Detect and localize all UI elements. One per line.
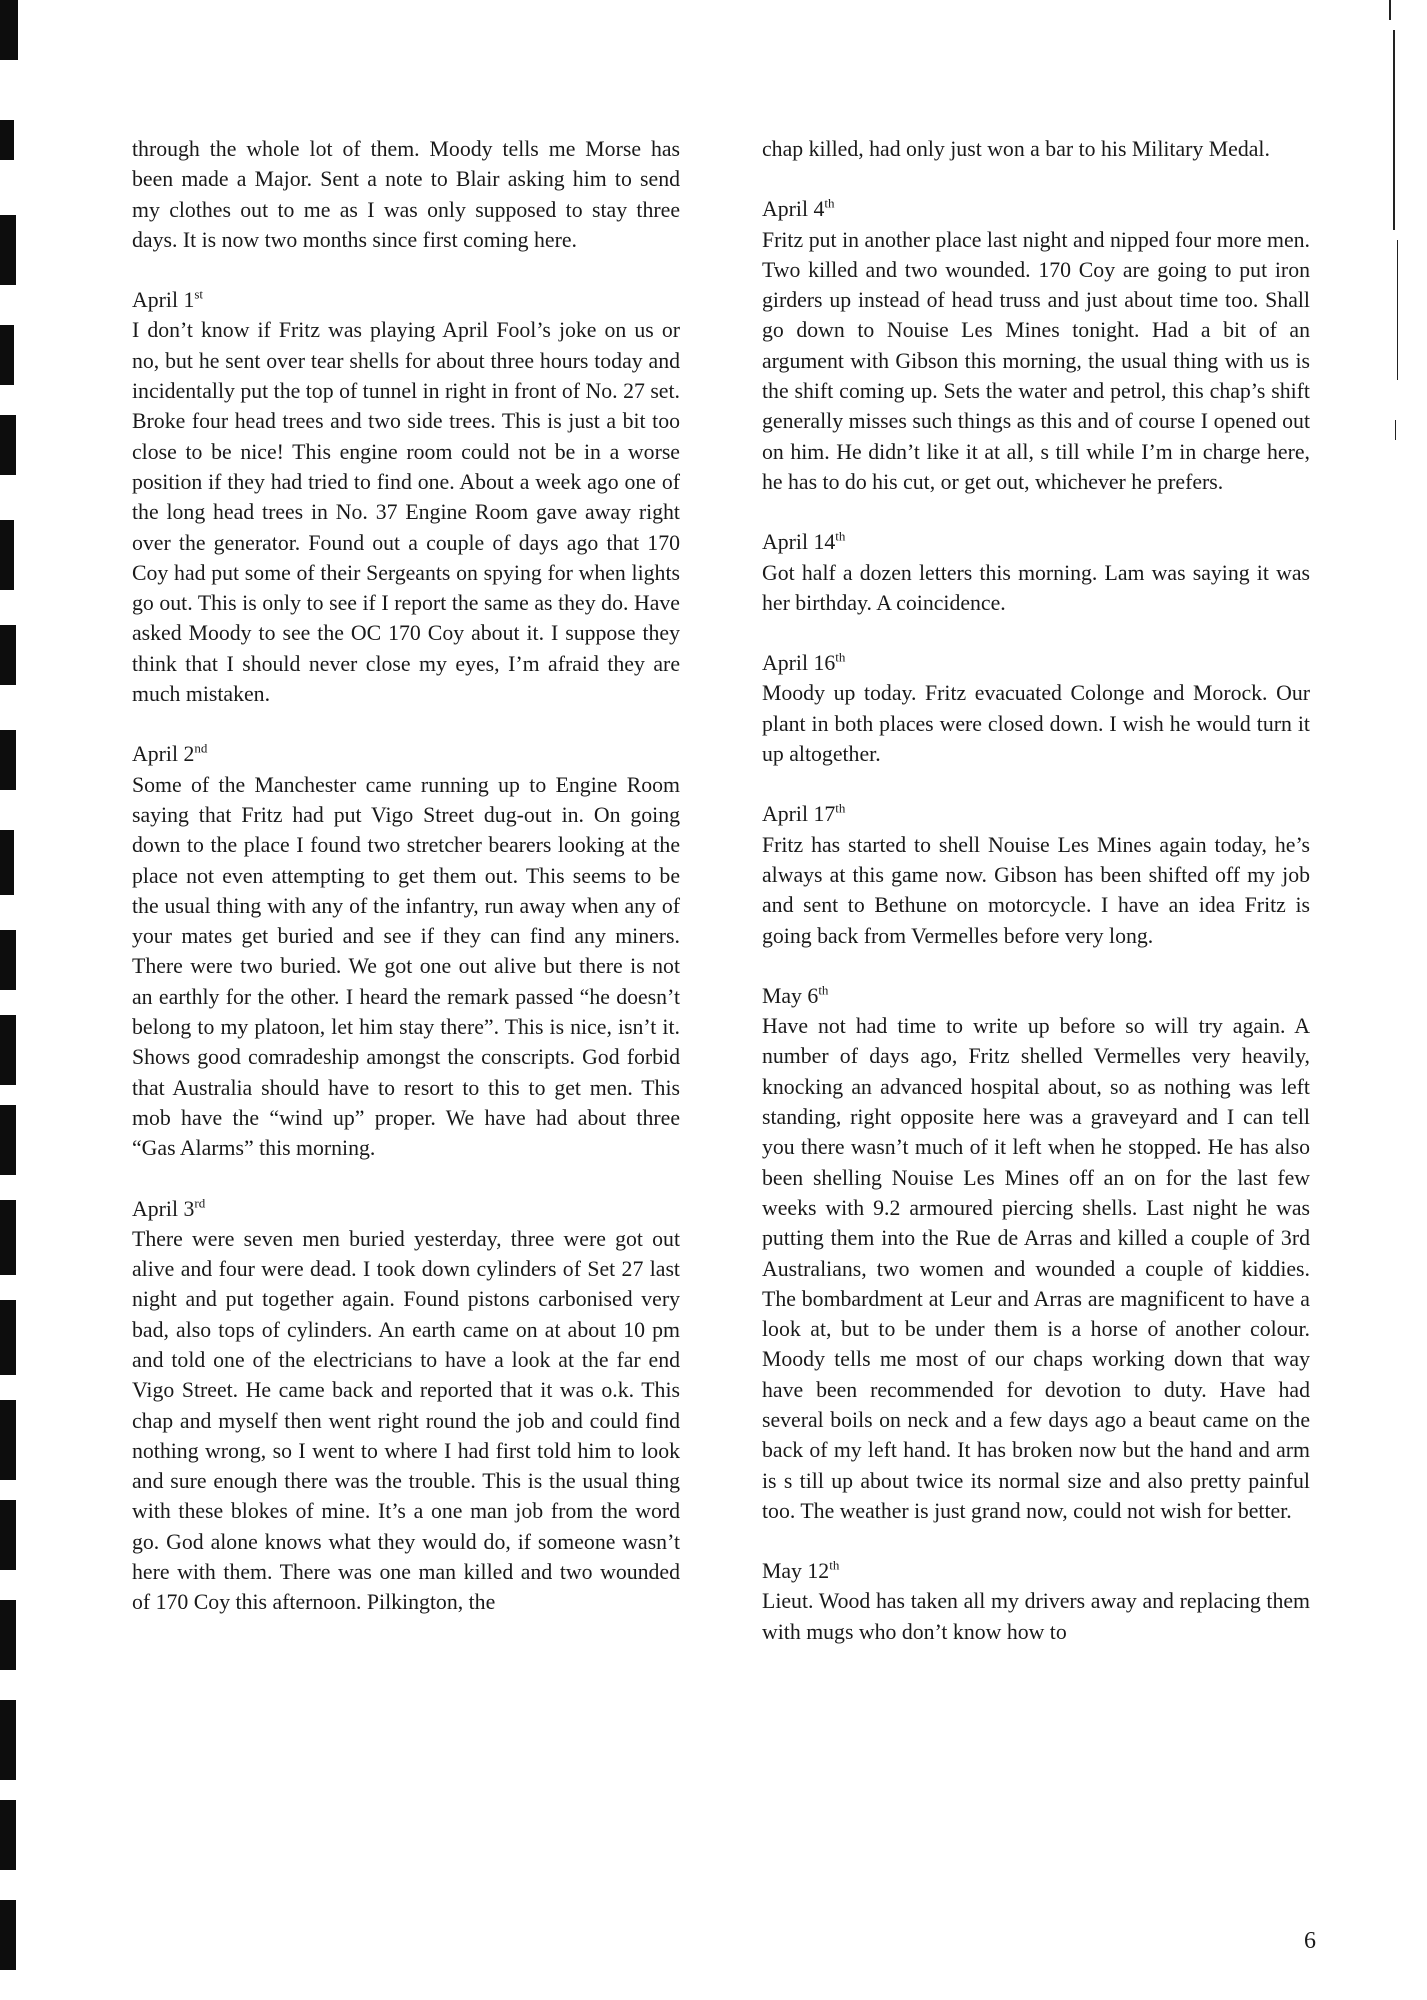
entry-text: Lieut. Wood has taken all my drivers away and replacing them with mugs who don’t know how to <box>762 1589 1310 1644</box>
scan-right-margin-marks <box>1387 0 1427 2000</box>
entry-date: May 12th <box>762 1557 840 1584</box>
entry-date: April 3rd <box>132 1195 206 1221</box>
entry-date: May 6th <box>762 982 829 1008</box>
entry-text: Have not had time to write up before so will try again. A number of days ago, Fritz shelled Vermelles very heavily, knocking an advanced hospital about, so as nothing was left standing, right opposite here was a graveyard and I can tell you there wasn’t much of it left when he stopped. He has also been shelling Nouise Les Mines off an on for the last few weeks with 9.2 armoured piercing shells. Last night he was putting them into the Rue de Arras and killed a couple of 3rd Australians, two women and wounded a couple of kiddies. The bombardment at Leur and Arras are magnificent to have a look at, but to be under them is a horse of another colour. Moody tells me most of our chaps working down that way have been recommended for devotion to duty. Have had several boils on neck and a few days ago a beaut came on the back of my left hand. It has broken now but the hand and arm is s till up about twice its normal size and also pretty painful too. The weather is just grand now, could not wish for better. <box>762 1014 1310 1523</box>
entry-text: I don’t know if Fritz was playing April Fool’s joke on us or no, but he sent over tear shells for about three hours today and incidentally put the top of tunnel in right in front of No. 27 set. Broke four head trees and two side trees. This is just a bit too close to be nice! This engine room could not be in a worse position if they had tried to find one. About a week ago one of the long head trees in No. 37 Engine Room gave away right over the generator. Found out a couple of days ago that 170 Coy had put some of their Sergeants on spying for when lights go out. This is only to see if I report the same as they do. Have asked Moody to see the OC 170 Coy about it. I suppose they think that I should never close my eyes, I’m afraid they are much mistaken. <box>132 318 680 707</box>
entry-text: through the whole lot of them. Moody tells me Morse has been made a Major. Sent a note to Blair asking him to send my clothes out to me as I was only supposed to stay three days. It is now two months since first coming here. <box>132 137 680 252</box>
continued-entry <box>762 134 1310 164</box>
diary-entry-april-3 <box>132 1194 680 1618</box>
entry-date: April 4th <box>762 196 835 222</box>
right-column <box>762 134 1310 1677</box>
entry-text: Fritz put in another place last night and nipped four more men. Two killed and two wounded. 170 Coy are going to put iron girders up instead of head truss and just about time too. Shall go down to Nouise Les Mines tonight. Had a bit of an argument with Gibson this morning, the usual thing with us is the shift coming up. Sets the water and petrol, this chap’s shift generally misses such things as this and of course I opened out on him. He didn’t like it at all, s till while I’m in charge here, he has to do his cut, or get out, whichever he prefers. <box>762 227 1310 494</box>
diary-entry-may-6 <box>762 981 1310 1526</box>
entry-text: Some of the Manchester came running up to Engine Room saying that Fritz had put Vigo Street dug-out in. On going down to the place I found two stretcher bearers looking at the place not even attempting to get them out. This seems to be the usual thing with any of the infantry, run away when any of your mates get buried and see if they can find any miners. There were two buried. We got one out alive but there is not an earthly for the other. I heard the remark passed “he doesn’t belong to my platoon, let him stay there”. This is nice, isn’t it. Shows good comradeship amongst the conscripts. God forbid that Australia should have to resort to this to get men. This mob have the “wind up” proper. We have had about three “Gas Alarms” this morning. <box>132 772 680 1161</box>
entry-date: April 16th <box>762 649 846 676</box>
entry-text: Moody up today. Fritz evacuated Colonge and Morock. Our plant in both places were closed down. I wish he would turn it up altogether. <box>762 681 1310 767</box>
entry-date: April 2nd <box>132 741 208 767</box>
entry-text: Got half a dozen letters this morning. Lam was saying it was her birthday. A coincidence. <box>762 560 1310 615</box>
diary-entry-april-16 <box>762 648 1310 769</box>
entry-date: April 17th <box>762 801 846 827</box>
entry-text: Fritz has started to shell Nouise Les Mines again today, he’s always at this game now. Gibson has been shifted off my job and sent to Bethune on motorcycle. I have an idea Fritz is going back from Vermelles before very long. <box>762 832 1310 948</box>
continued-entry <box>132 134 680 255</box>
diary-entry-april-1 <box>132 285 680 709</box>
diary-entry-april-17 <box>762 799 1310 950</box>
diary-entry-april-2 <box>132 739 680 1163</box>
left-column <box>132 134 680 1648</box>
diary-entry-may-12 <box>762 1556 1310 1647</box>
entry-date: April 14th <box>762 529 846 555</box>
diary-entry-april-4 <box>762 194 1310 497</box>
scan-binding-edge <box>0 0 24 2000</box>
entry-text: chap killed, had only just won a bar to his Military Medal. <box>762 137 1270 161</box>
entry-date: April 1st <box>132 286 204 313</box>
diary-entry-april-14 <box>762 527 1310 618</box>
page-number: 6 <box>1304 1928 1316 1954</box>
entry-text: There were seven men buried yesterday, three were got out alive and four were dead. I took down cylinders of Set 27 last night and put together again. Found pistons carbonised very bad, also tops of cylinders. An earth came on at about 10 pm and told one of the electricians to have a look at the far end Vigo Street. He came back and reported that it was o.k. This chap and myself then went right round the job and could find nothing wrong, so I went to where I had first told him to look and sure enough there was the trouble. This is the usual thing with these blokes of mine. It’s a one man job from the word go. God alone knows what they would do, if someone wasn’t here with them. There was one man killed and two wounded of 170 Coy this afternoon. Pilkington, the <box>132 1226 680 1615</box>
